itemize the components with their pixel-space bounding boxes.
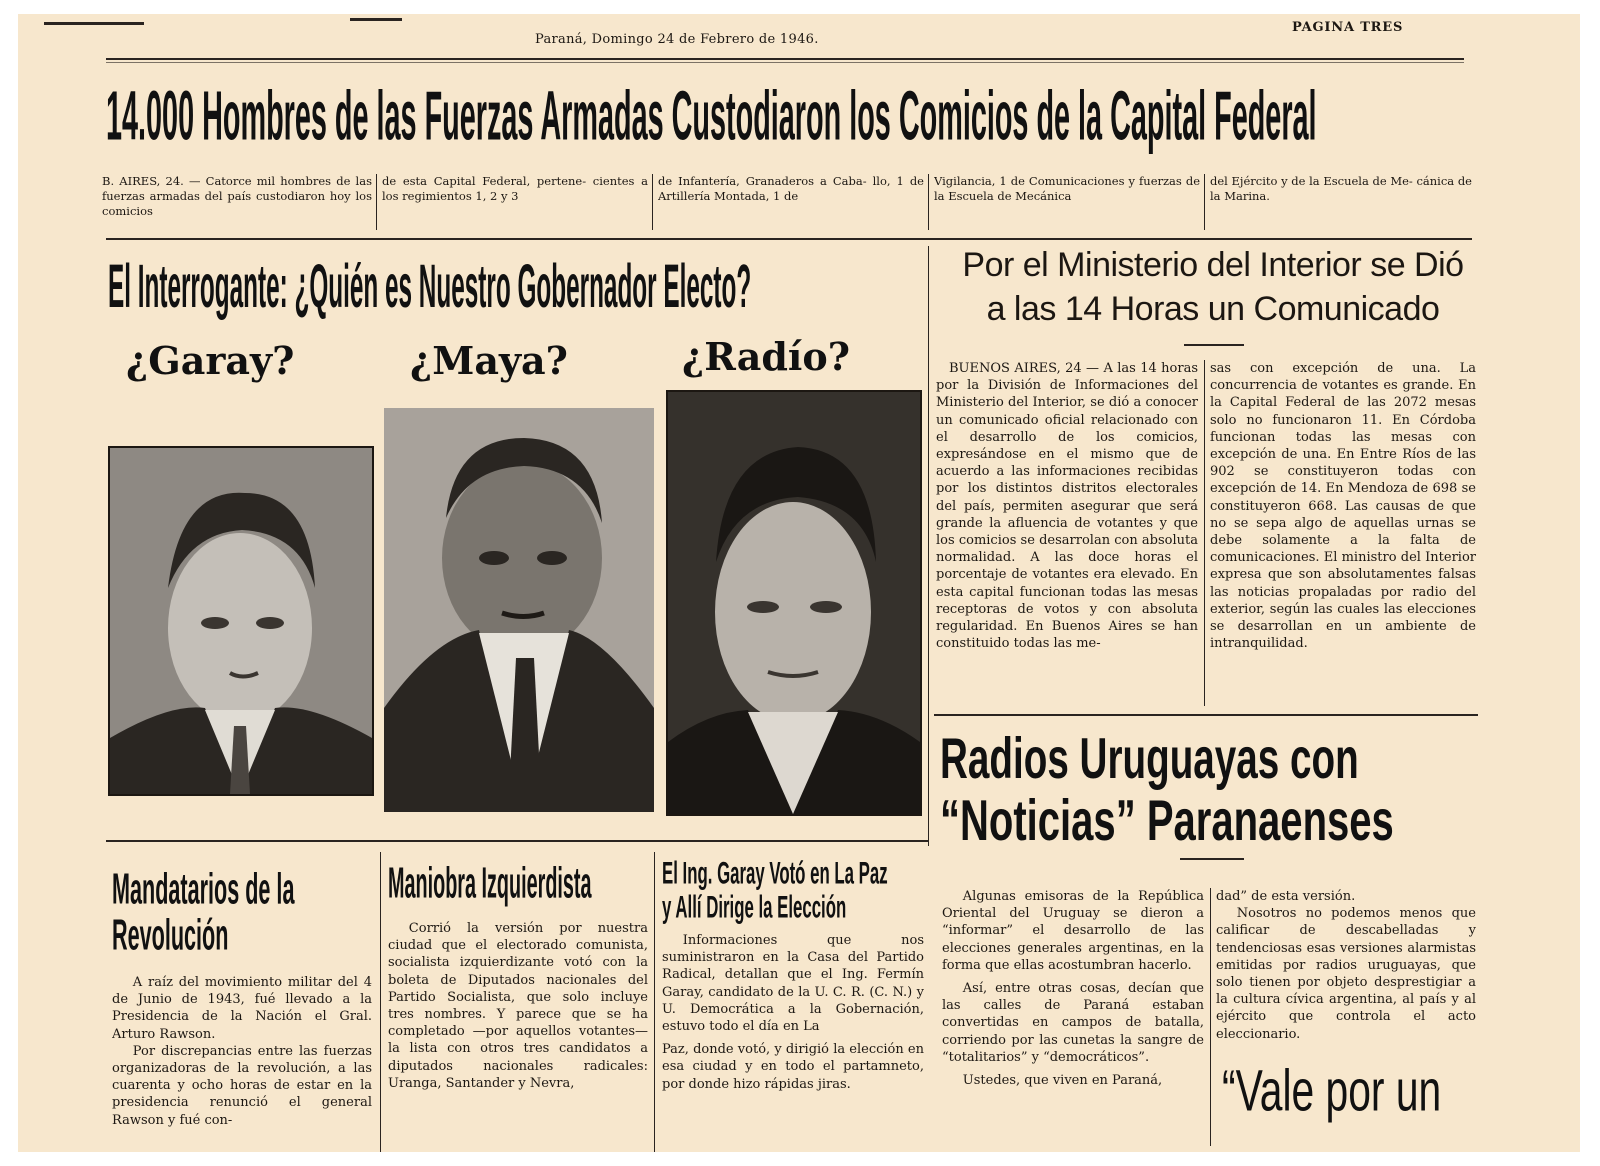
lead-bottom-rule	[106, 238, 1472, 240]
garay-headline-line1: El Ing. Garay Votó en La Paz	[662, 856, 888, 892]
radios-headline-rule	[1180, 858, 1244, 860]
main-headline: 14.000 Hombres de las Fuerzas Armadas Custodiaron los Comicios de la Capital Federal	[106, 78, 1317, 155]
candidate-name-garay: ¿Garay?	[126, 338, 295, 383]
candidate-name-radio: ¿Radío?	[682, 334, 850, 379]
mandatarios-headline-line2: Revolución	[112, 912, 229, 960]
portrait-garay-image	[110, 448, 372, 794]
garay-body	[662, 932, 924, 1146]
mandatarios-body	[112, 974, 372, 1144]
bottom-divider-2	[654, 852, 655, 1152]
ministerio-column-divider	[1204, 360, 1205, 706]
radios-headline-line2: “Noticias” Paranaenses	[940, 787, 1394, 853]
newspaper-page	[18, 14, 1580, 1152]
portrait-garay	[108, 446, 374, 796]
lead-column-5: del Ejército y de la Escuela de Me- cánica de la Marina.	[1210, 174, 1472, 203]
lead-column-2: de esta Capital Federal, pertene- cientes a los regimientos 1, 2 y 3	[382, 174, 648, 203]
ministerio-headline-line1: Por el Ministerio del Interior se Dió	[962, 246, 1464, 284]
radios-headline-line1: Radios Uruguayas con	[940, 725, 1359, 791]
bottom-section-rule	[106, 840, 928, 842]
mandatarios-para-2: Por discrepancias entre las fuerzas organizadoras de la revolución, a las cuarenta y ocho horas de estar en la presidencia renunció el general Rawson y fué con-	[112, 1043, 372, 1128]
ministerio-bottom-rule	[934, 714, 1478, 716]
vale-headline: “Vale por un	[1222, 1059, 1442, 1124]
radios-col1-para-3: Ustedes, que viven en Paraná,	[962, 1073, 1163, 1089]
lead-divider-2	[652, 174, 653, 230]
radios-col1-para-1: Algunas emisoras de la República Oriental del Uruguay se dieron a “informar” el desarrollo de las elecciones generales argentinas, en la forma que ellas acostumbran hacerlo.	[942, 889, 1204, 973]
dateline: Paraná, Domingo 24 de Febrero de 1946.	[535, 32, 819, 47]
garay-para-2: Paz, donde votó, y dirigió la elección en esa ciudad y en todo el partamneto, por donde hizo rápidas jiras.	[662, 1042, 924, 1092]
header-underline-fine	[106, 62, 1464, 63]
garay-para-1: Informaciones que nos suministraron en la Casa del Partido Radical, detallan que el Ing. Fermín Garay, candidato de la U. C. R. (C. N.) y U. Democrática a la Gobernación, estuvo todo el día en La	[662, 933, 924, 1035]
ministerio-headline-line2: a las 14 Horas un Comunicado	[986, 290, 1440, 328]
ministerio-column-1: BUENOS AIRES, 24 — A las 14 horas por la División de Informaciones del Ministerio del Interior, se dió a conocer un comunicado oficial relacionado con el desarrollo de los comicios, expresándose en el mismo que de acuerdo a las informaciones recibidas por los distintos distritos electorales del país, permiten asegurar que será grande la afluencia de votantes y que los comicios se desarrolan con absoluta normalidad. A las doce horas el porcentaje de votantes era elevado. En esta capital funcionan todas las mesas receptoras de votos y con absoluta regularidad. En Buenos Aires se han constituido todas las me-	[936, 361, 1198, 652]
radios-col2-para-1: dad” de esta versión.	[1216, 889, 1356, 904]
portrait-radio-image	[668, 392, 920, 814]
lead-column-1: B. AIRES, 24. — Catorce mil hombres de las fuerzas armadas del país custodiaron hoy los comicios	[102, 174, 372, 218]
bottom-divider-1	[380, 852, 381, 1152]
mandatarios-headline-line1: Mandatarios de la	[112, 866, 295, 914]
interrogante-headline: El Interrogante: ¿Quién es Nuestro Gobernador Electo?	[108, 254, 752, 322]
page-label: PAGINA TRES	[1292, 20, 1404, 35]
top-fragment-rule-mid	[350, 18, 402, 21]
lead-divider-1	[376, 174, 377, 230]
maniobra-para-1: Corrió la versión por nuestra ciudad que el electorado comunista, socialista izquierdizante votó con la boleta de Diputados nacionales del Partido Socialista, que solo incluye tres nombres. Y parece que se ha completado —por aquellos votantes— la lista con otros tres candidatos a diputados nacionales radicales: Uranga, Santander y Nevra,	[388, 921, 648, 1091]
radios-col2-para-2: Nosotros no podemos menos que calificar de descabelladas y tendenciosas esas versiones alarmistas emitidas por radios uruguayas, que solo tienen por objeto desprestigiar a la cultura cívica argentina, al país y al ejército que controla el acto eleccionario.	[1216, 906, 1476, 1042]
radios-column-divider	[1210, 888, 1211, 1146]
lead-column-3: de Infantería, Granaderos a Caba- llo, 1 de Artillería Montada, 1 de	[658, 174, 924, 203]
lead-column-4: Vigilancia, 1 de Comunicaciones y fuerzas de la Escuela de Mecánica	[934, 174, 1200, 203]
ministerio-headline-rule	[1184, 344, 1244, 346]
portrait-maya	[384, 408, 654, 812]
header-underline	[106, 58, 1464, 60]
garay-headline-line2: y Allí Dirige la Elección	[662, 890, 847, 926]
radios-col1-para-2: Así, entre otras cosas, decían que las calles de Paraná estaban convertidas en campos de batalla, corriendo por las cunetas la sangre de “totalitarios” y “democráticos”.	[942, 981, 1204, 1065]
maniobra-body	[388, 920, 648, 1146]
radios-column-2	[1216, 888, 1476, 1068]
main-column-divider	[928, 246, 929, 846]
candidate-name-maya: ¿Maya?	[410, 338, 568, 383]
mandatarios-para-1: A raíz del movimiento militar del 4 de Junio de 1943, fué llevado a la Presidencia de la Nación el Gral. Arturo Rawson.	[112, 975, 372, 1042]
top-fragment-rule-left	[44, 22, 144, 25]
radios-column-1	[942, 888, 1204, 1146]
maniobra-headline: Maniobra Izquierdista	[388, 860, 592, 908]
lead-divider-3	[928, 174, 929, 230]
lead-divider-4	[1204, 174, 1205, 230]
portrait-radio	[666, 390, 922, 816]
ministerio-column-2: sas con excepción de una. La concurrencia de votantes es grande. En la Capital Federal de las 2072 mesas solo no funcionaron 11. En Córdoba funcionan todas las mesas con excepción de una. En Entre Ríos de las 902 se constituyeron todas con excepción de 14. En Mendoza de 698 se constituyeron 668. Las causas de que no se sepa algo de aquellas urnas se debe solamente a la falta de comunicaciones. El ministro del Interior expresa que son absolutamentes falsas las noticias propaladas por radio del exterior, según las cuales las elecciones se desarrollan en un ambiente de intranquilidad.	[1210, 361, 1476, 652]
portrait-maya-image	[384, 408, 654, 812]
